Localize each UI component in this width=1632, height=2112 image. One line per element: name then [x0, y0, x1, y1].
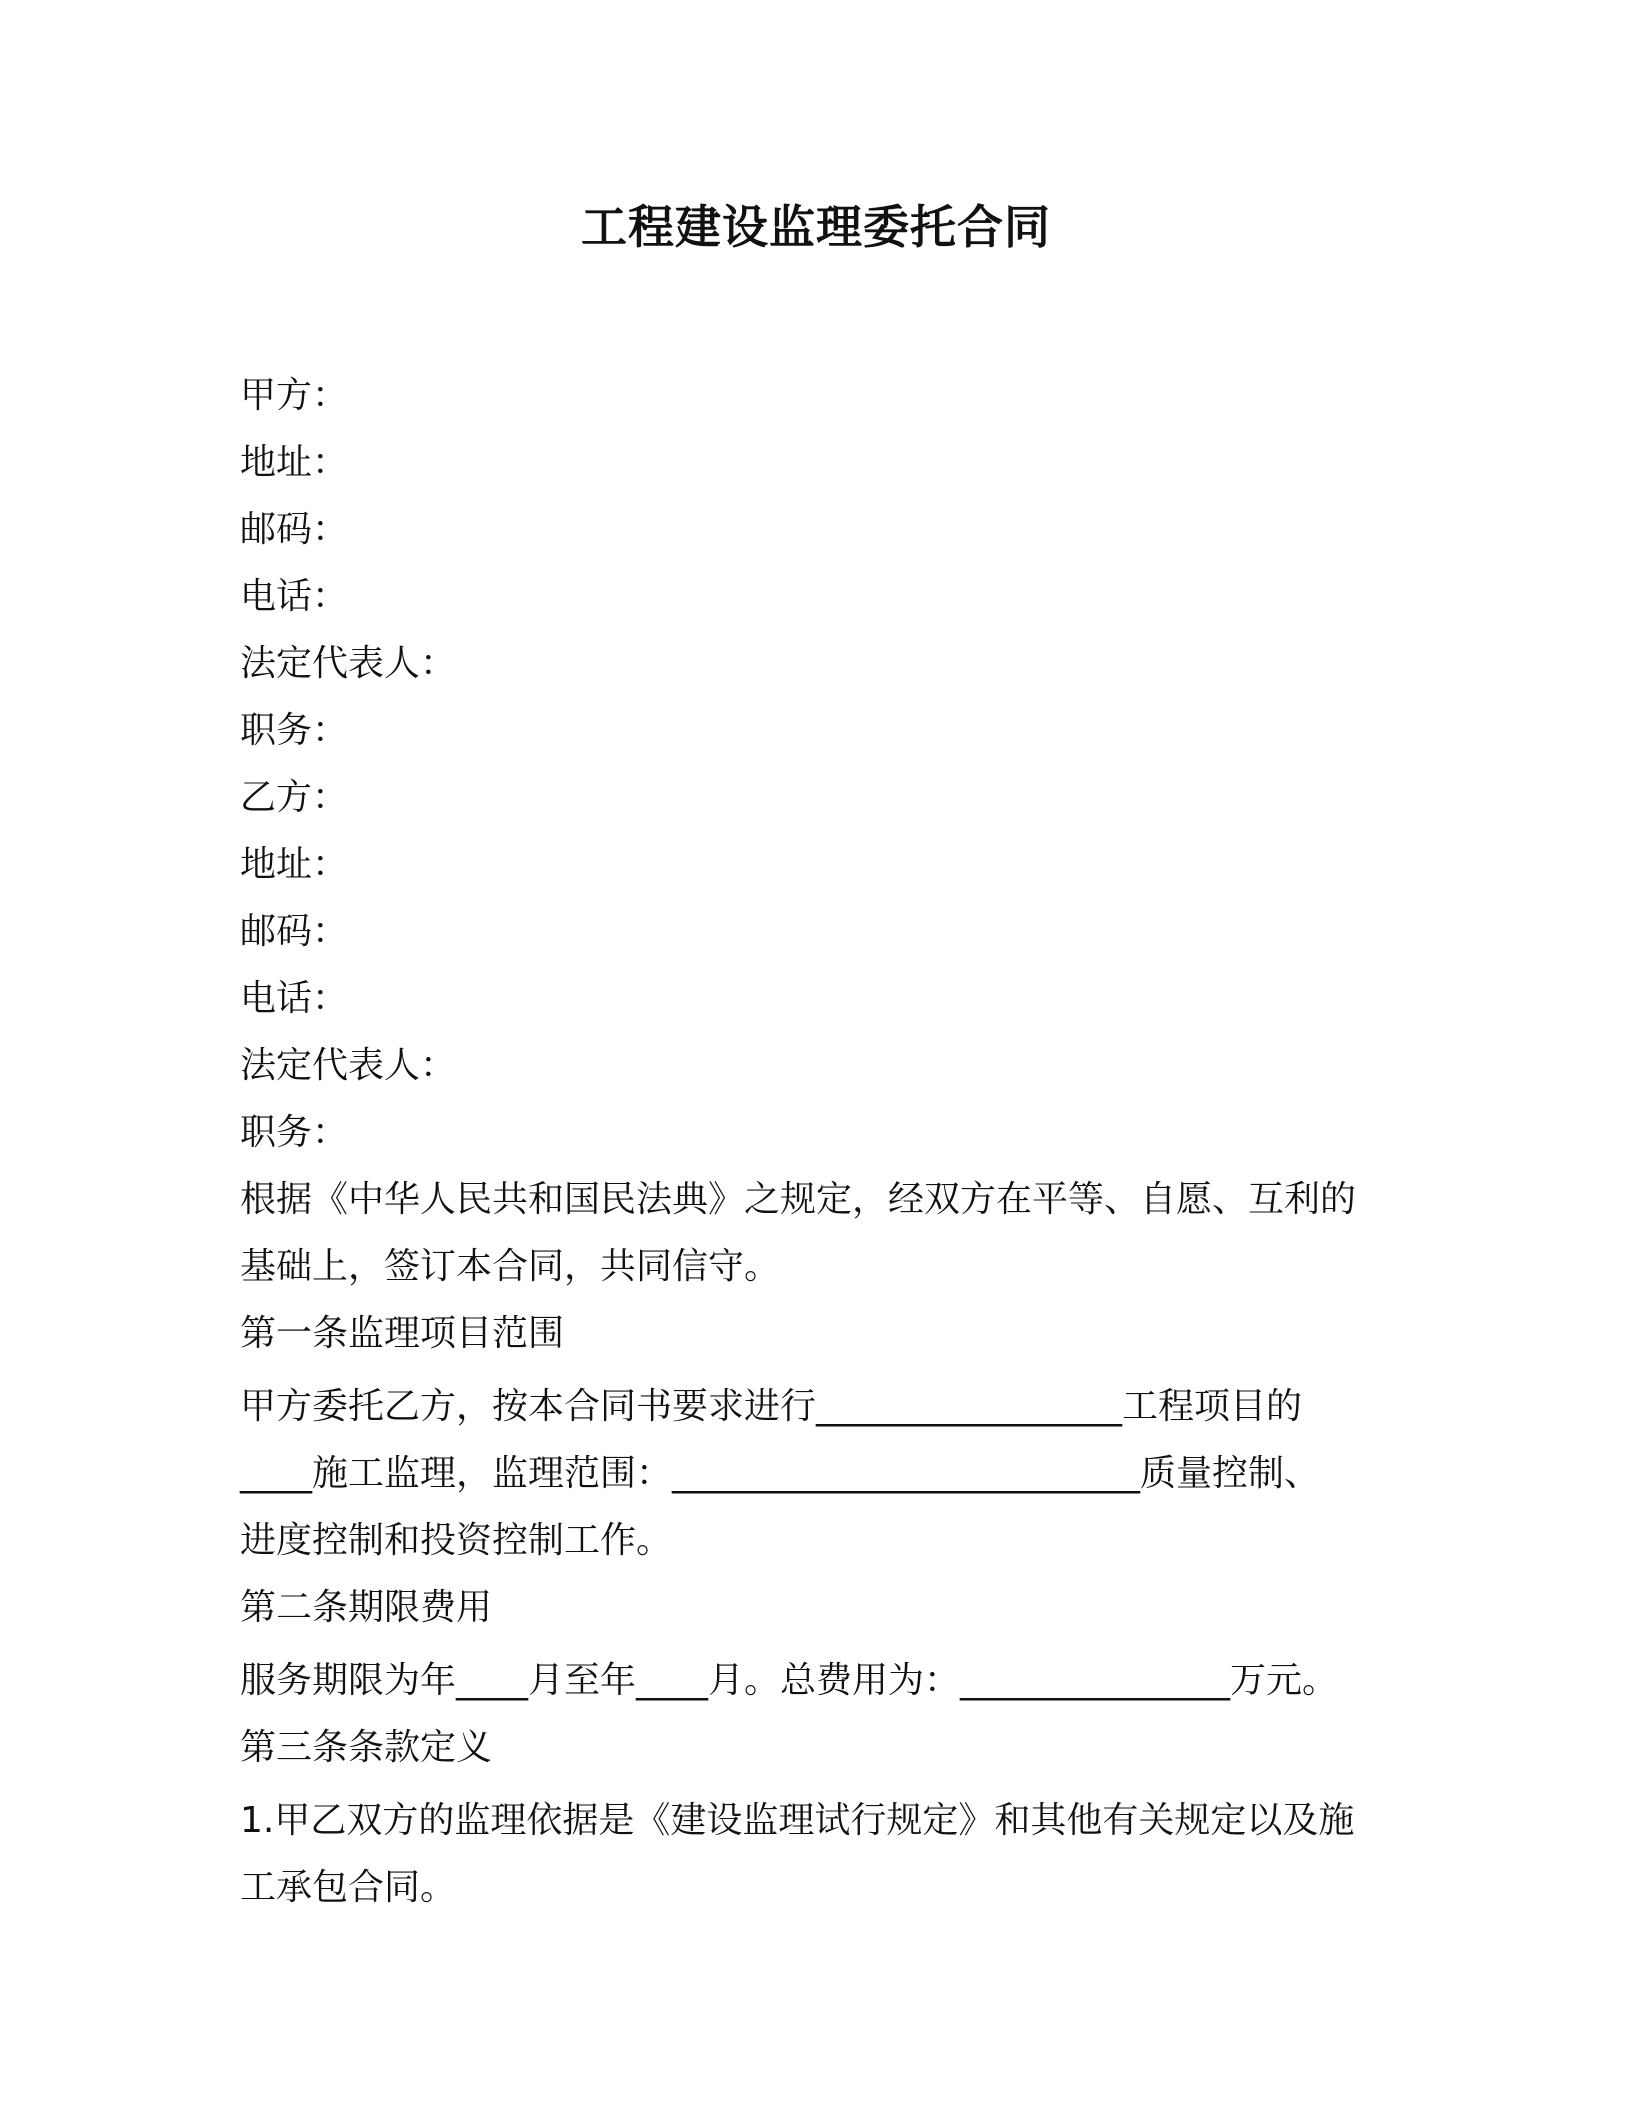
- party-a-legal-rep-label: 法定代表人：: [240, 643, 457, 684]
- document-title: 工程建设监理委托合同: [581, 200, 1051, 254]
- article-1-heading: 第一条监理项目范围: [240, 1313, 565, 1354]
- preamble-line-2: 基础上，签订本合同，共同信守。: [240, 1246, 781, 1287]
- article-2-line-1: 服务期限为年____月至年____月。总费用为：_______________万元。: [240, 1660, 1339, 1701]
- article-1-line-1: 甲方委托乙方，按本合同书要求进行_________________工程项目的: [240, 1386, 1303, 1427]
- preamble-line-1: 根据《中华人民共和国民法典》之规定，经双方在平等、自愿、互利的: [240, 1179, 1357, 1220]
- party-a-phone-label: 电话：: [240, 576, 349, 617]
- article-3-item-1-line-1: 1.甲乙双方的监理依据是《建设监理试行规定》和其他有关规定以及施: [240, 1800, 1355, 1841]
- article-2-heading: 第二条期限费用: [240, 1587, 493, 1628]
- article-1-line-2: ____施工监理，监理范围：__________________________质量控制、: [240, 1453, 1321, 1494]
- party-b-address-label: 地址：: [240, 844, 349, 885]
- party-b-phone-label: 电话：: [240, 978, 349, 1019]
- party-b-postcode-label: 邮码：: [240, 911, 349, 952]
- party-a-name-label: 甲方：: [240, 375, 349, 416]
- party-a-position-label: 职务：: [240, 710, 349, 751]
- party-a-address-label: 地址：: [240, 442, 349, 483]
- party-b-legal-rep-label: 法定代表人：: [240, 1045, 457, 1086]
- party-a-postcode-label: 邮码：: [240, 509, 349, 550]
- party-b-position-label: 职务：: [240, 1112, 349, 1153]
- article-3-item-1-line-2: 工承包合同。: [240, 1867, 457, 1908]
- party-b-name-label: 乙方：: [240, 777, 349, 818]
- article-1-line-3: 进度控制和投资控制工作。: [240, 1520, 673, 1561]
- document-body: [240, 362, 1390, 1921]
- article-3-heading: 第三条条款定义: [240, 1727, 493, 1768]
